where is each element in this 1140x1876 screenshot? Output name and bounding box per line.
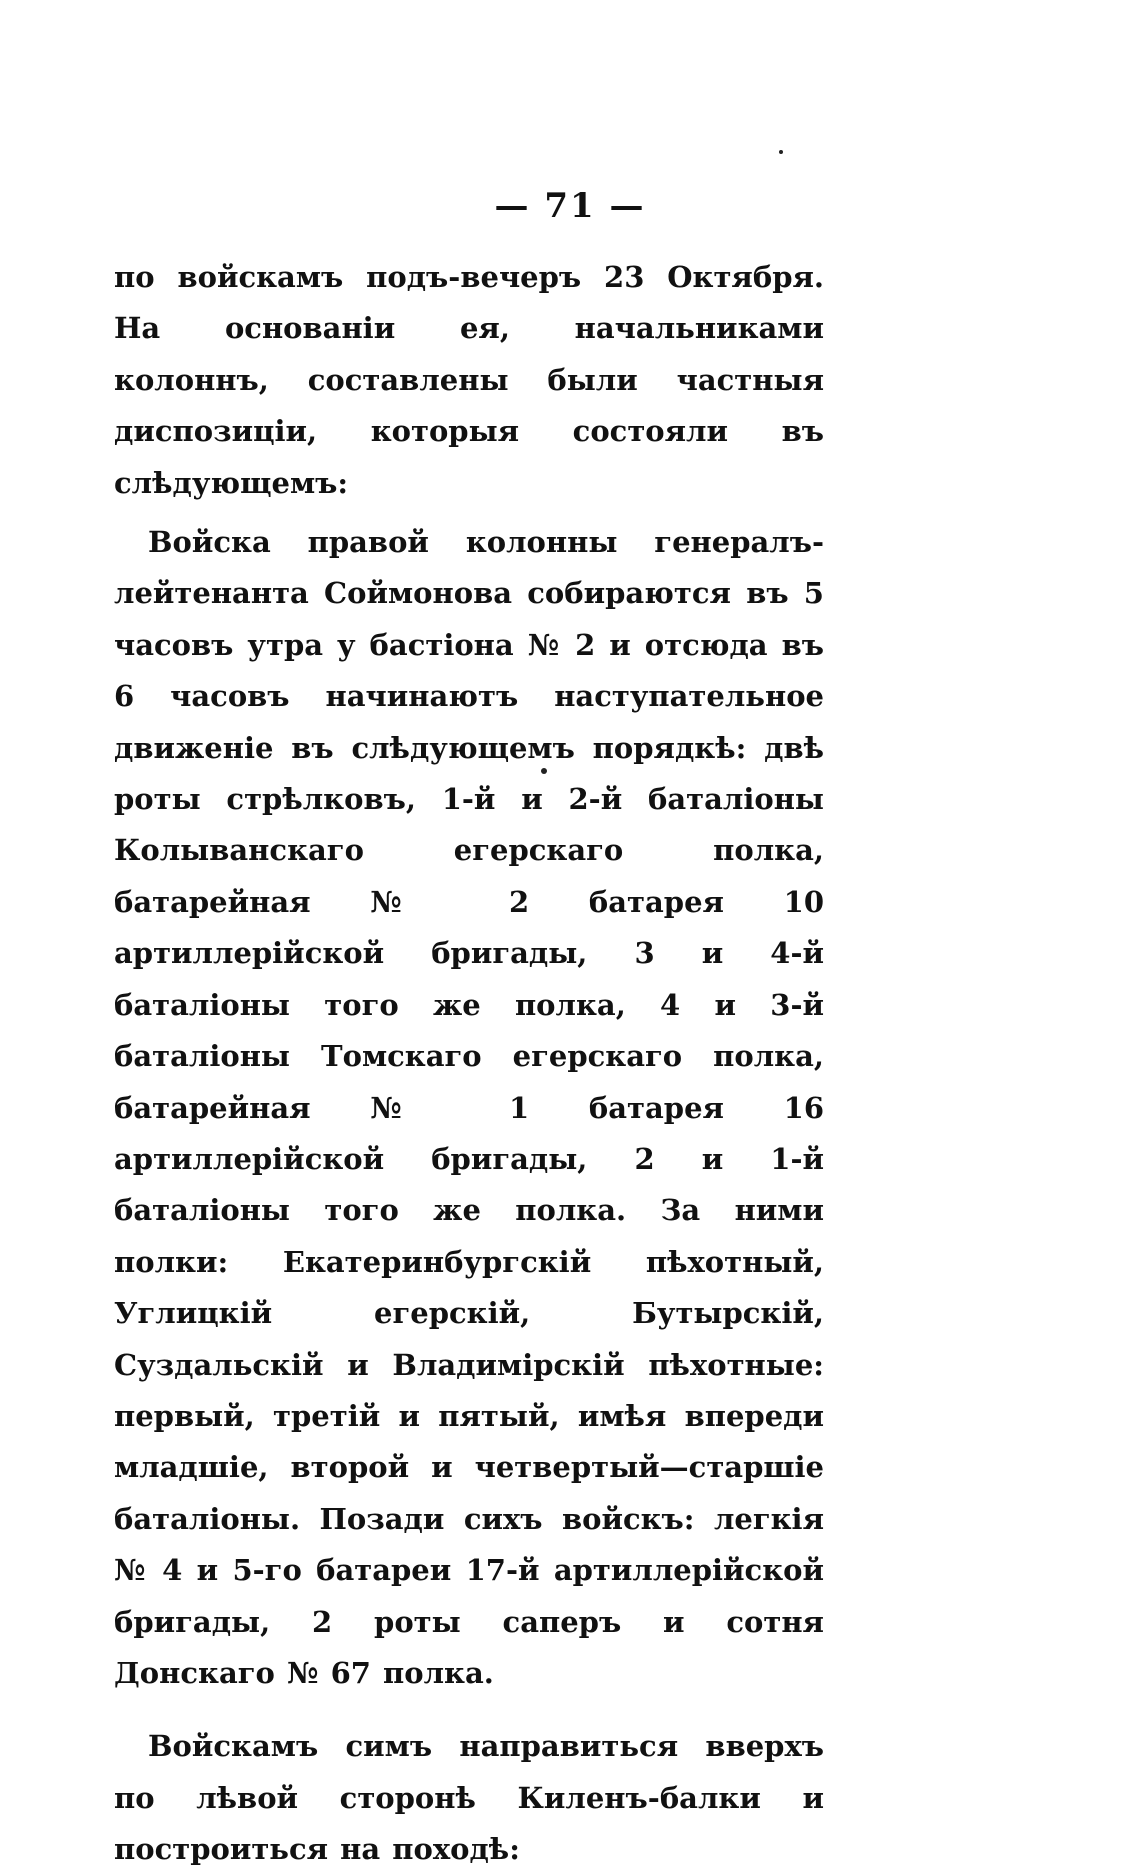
page-number: — 71 —: [494, 186, 646, 226]
paragraph-3: Войскамъ симъ направиться вверхъ по лѣвой сторонѣ Киленъ-балки и построиться на походѣ:: [114, 1729, 824, 1867]
body-text: [114, 252, 824, 1876]
paragraph-1: по войскамъ подъ-вечеръ 23 Октября. На основанiи ея, начальниками колоннъ, составлены были частныя диспозицiи, которыя состояли въ слѣдующемъ:: [114, 260, 824, 500]
print-speck: [779, 150, 783, 154]
print-speck: [541, 768, 547, 774]
paragraph-2: Войска правой колонны генералъ-лейтенанта Соймонова собираются въ 5 часовъ утра у бастiона № 2 и отсюда въ 6 часовъ начинаютъ наступательное движенiе въ слѣдующемъ порядкѣ: двѣ роты стрѣлковъ, 1-й и 2-й баталiоны Колыванскаго егерскаго полка, батарейная № 2 батарея 10 артиллерiйской бригады, 3 и 4-й баталiоны того же полка, 4 и 3-й баталiоны Томскаго егерскаго полка, батарейная № 1 батарея 16 артиллерiйской бригады, 2 и 1-й баталiоны того же полка. За ними полки: Екатеринбургскiй пѣхотный, Углицкiй егерскiй, Бутырскiй, Суздальскiй и Владимiрскiй пѣхотные: первый, третiй и пятый, имѣя впереди младшiе, второй и четвертый—старшiе баталiоны. Позади сихъ войскъ: легкiя № 4 и 5-го батареи 17-й артиллерiйской бригады, 2 роты саперъ и сотня Донскаго № 67 полка.: [114, 525, 824, 1690]
